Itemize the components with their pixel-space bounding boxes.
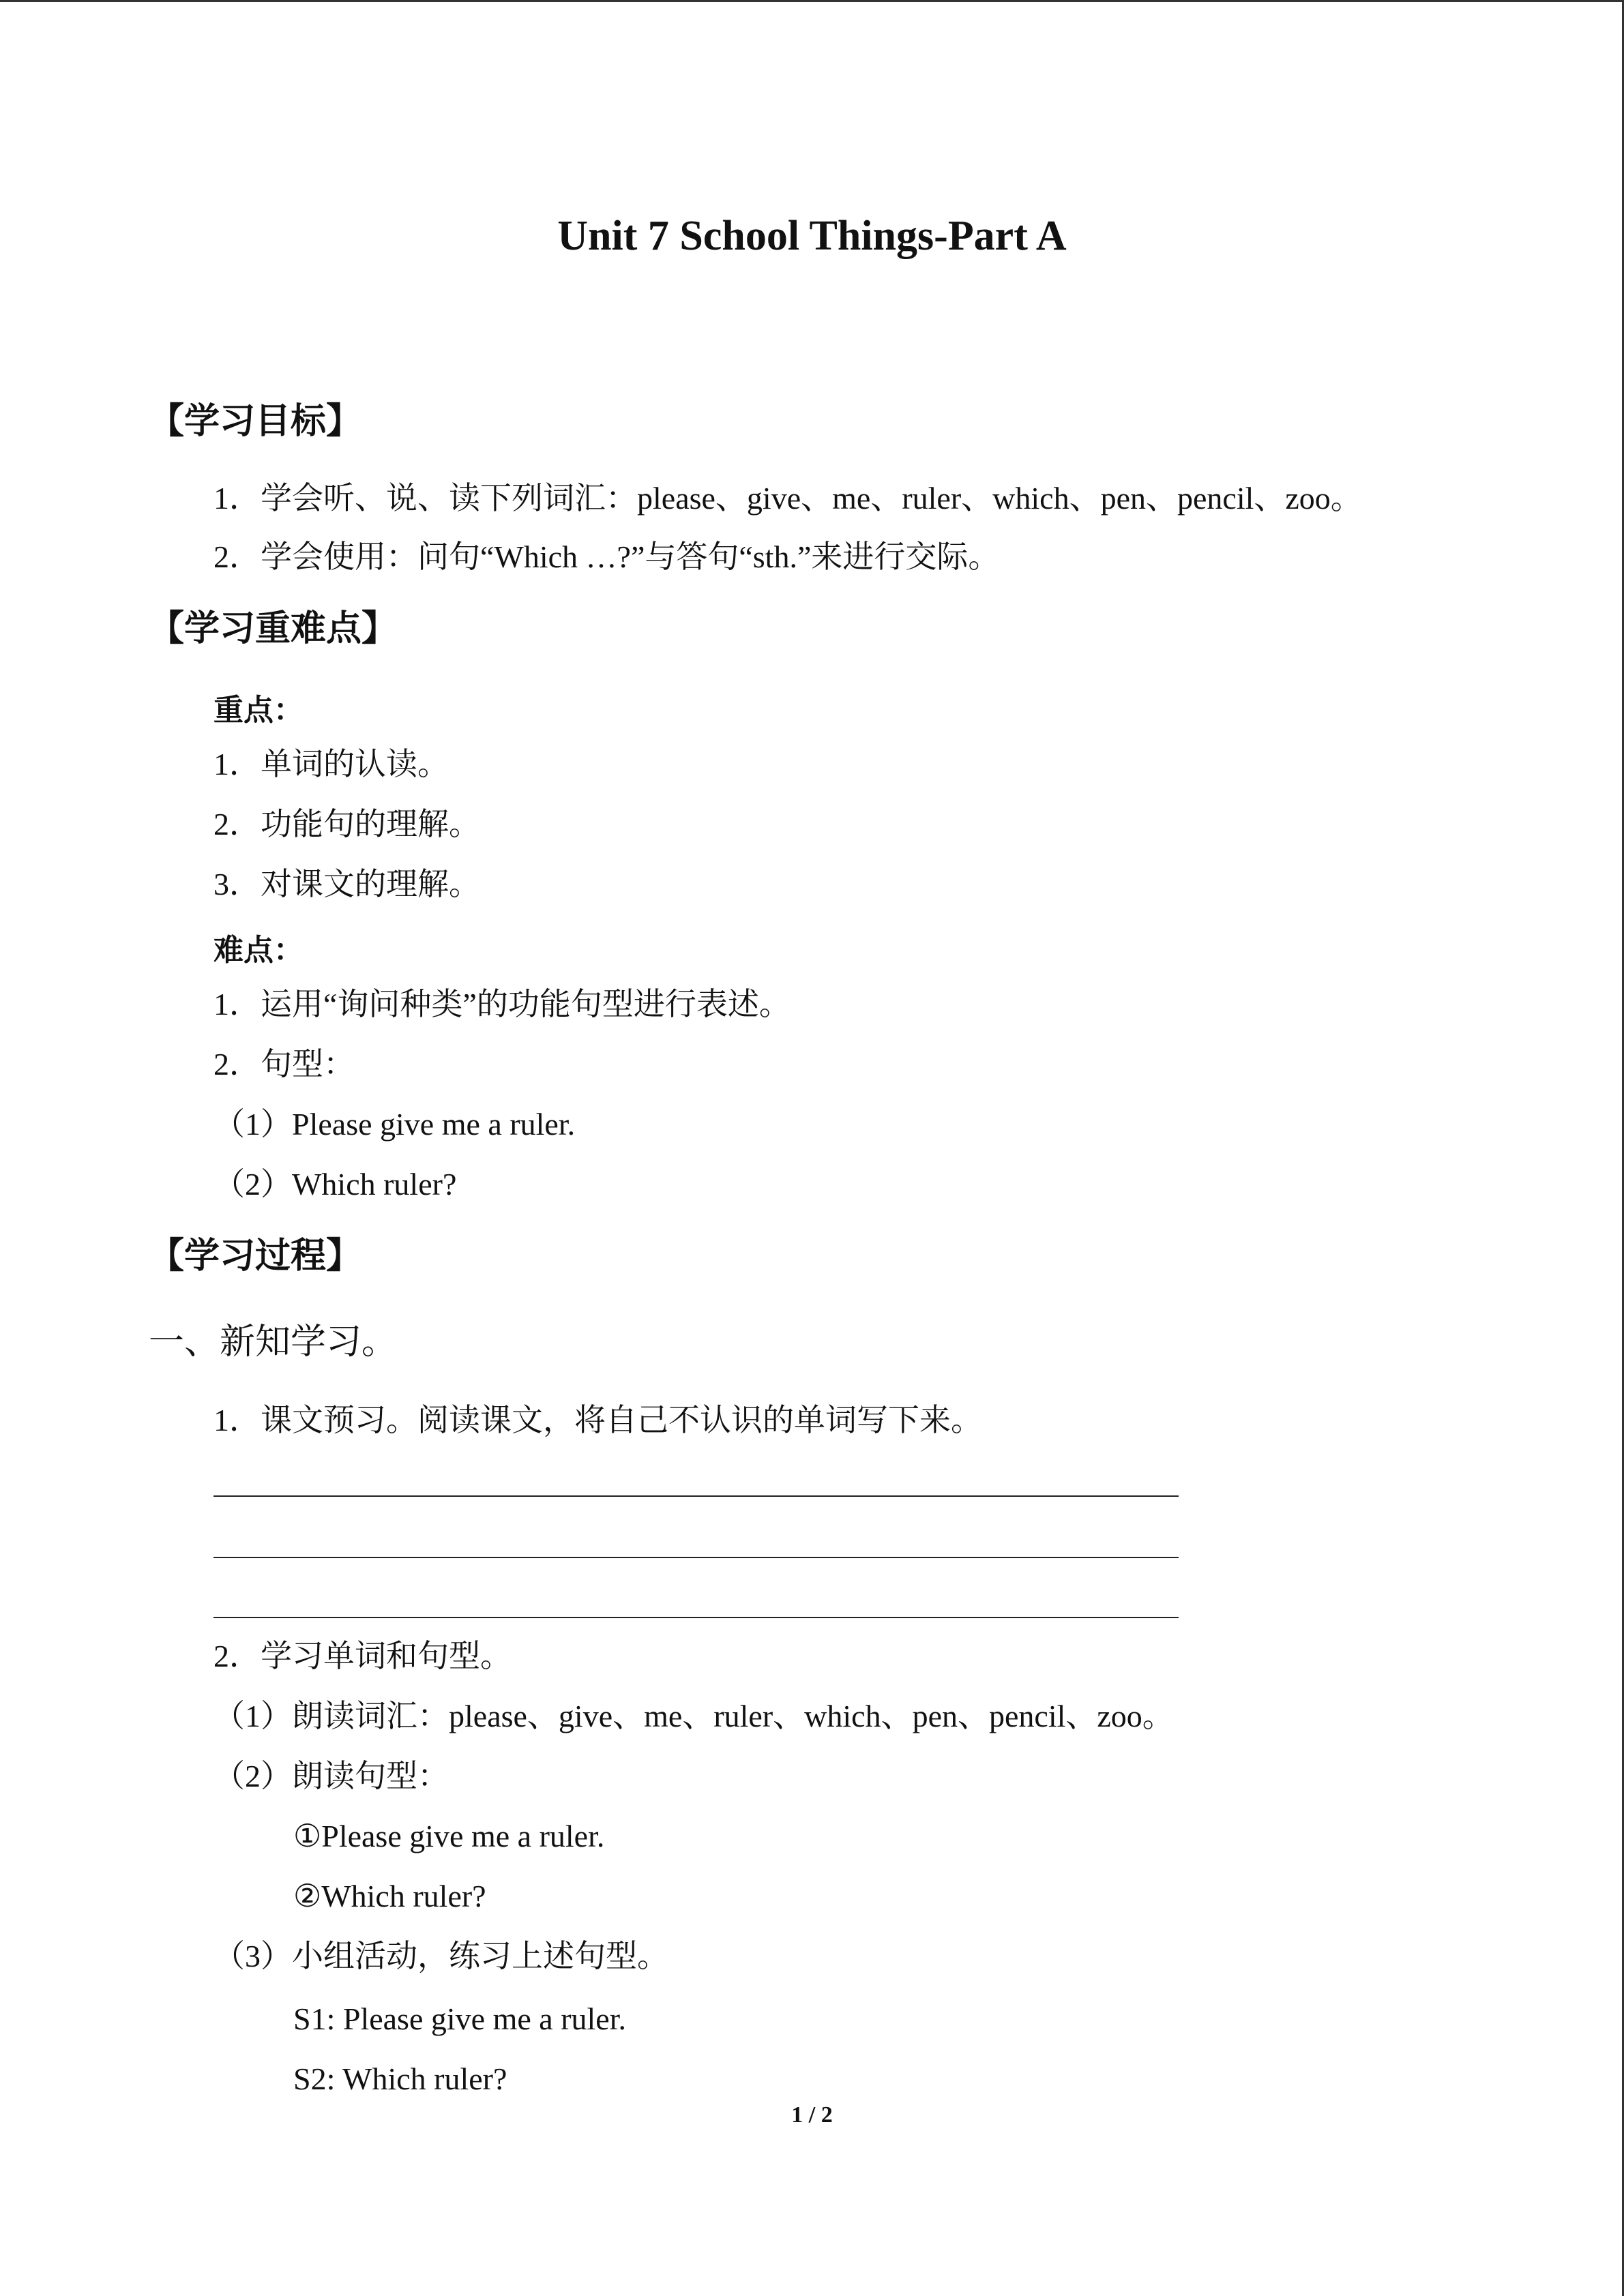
- answer-blank-line-2[interactable]: [213, 1557, 1179, 1558]
- page-number: 1 / 2: [791, 2102, 833, 2128]
- section-heading-key-points: 【学习重难点】: [149, 608, 398, 649]
- dialogue-line-s1: S1: Please give me a ruler.: [293, 2001, 626, 2036]
- key-point-item-1: 1．单词的认读。: [213, 747, 449, 781]
- difficult-item-2: 2．句型：: [213, 1047, 355, 1082]
- study-item-vocab: （1）朗读词汇：please、give、me、ruler、which、pen、pencil、zoo。: [213, 1699, 1174, 1733]
- section-heading-process: 【学习过程】: [149, 1236, 362, 1277]
- key-point-item-3: 3．对课文的理解。: [213, 867, 480, 901]
- document-title: Unit 7 School Things-Part A: [557, 213, 1067, 259]
- key-point-item-2: 2．功能句的理解。: [213, 807, 480, 841]
- answer-blank-line-3[interactable]: [213, 1617, 1179, 1618]
- objective-item-2: 2．学会使用：问句“Which …?”与答句“sth.”来进行交际。: [213, 539, 1000, 574]
- preview-task: 1．课文预习。阅读课文，将自己不认识的单词写下来。: [213, 1403, 982, 1437]
- study-item-sentences: （2）朗读句型：: [213, 1759, 449, 1793]
- part-one-heading: 一、新知学习。: [149, 1323, 398, 1362]
- study-task: 2．学习单词和句型。: [213, 1639, 512, 1673]
- sentence-pattern-2: ②Which ruler?: [293, 1879, 486, 1913]
- dialogue-line-s2: S2: Which ruler?: [293, 2061, 507, 2096]
- answer-blank-line-1[interactable]: [213, 1495, 1179, 1497]
- difficult-item-4: （2）Which ruler?: [213, 1167, 457, 1202]
- sentence-pattern-1: ①Please give me a ruler.: [293, 1819, 605, 1853]
- difficult-item-3: （1）Please give me a ruler.: [213, 1107, 576, 1142]
- difficult-points-label: 难点：: [213, 933, 304, 968]
- difficult-item-1: 1．运用“询问种类”的功能句型进行表述。: [213, 987, 791, 1022]
- key-points-label: 重点：: [213, 693, 304, 728]
- section-heading-objectives: 【学习目标】: [149, 401, 362, 442]
- objective-item-1: 1．学会听、说、读下列词汇：please、give、me、ruler、which、pen、pencil、zoo。: [213, 481, 1362, 516]
- study-item-group-activity: （3）小组活动，练习上述句型。: [213, 1939, 668, 1973]
